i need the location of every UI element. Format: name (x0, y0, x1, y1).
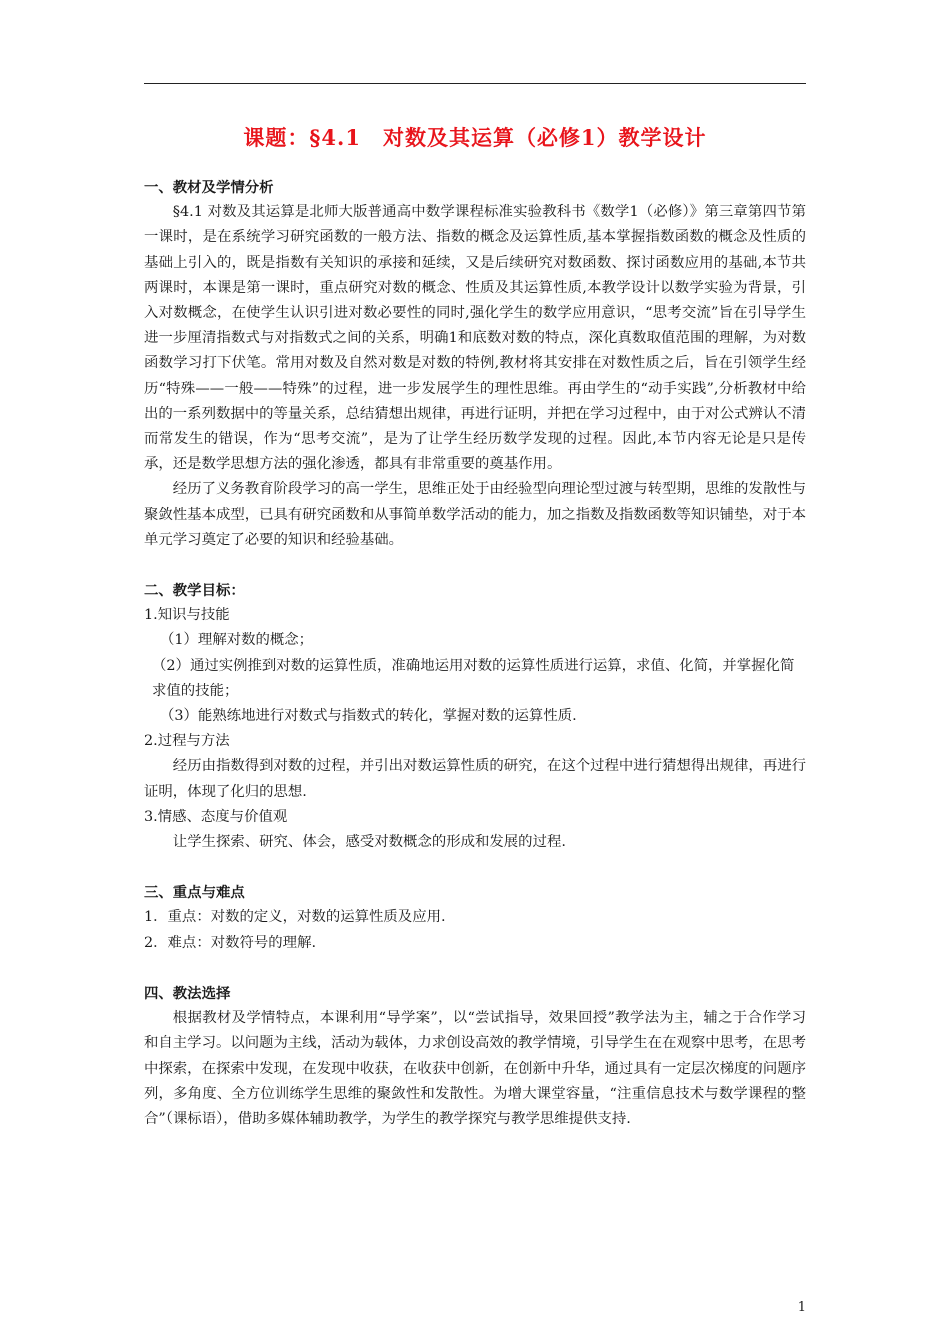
list-item: （3）能熟练地进行对数式与指数式的转化，掌握对数的运算性质. (160, 708, 577, 725)
subheading-knowledge: 1.知识与技能 (144, 607, 230, 624)
list-item-number: （2） (152, 657, 190, 674)
paragraph: 经历由指数得到对数的过程，并引出对数运算性质的研究，在这个过程中进行猜想得出规律，再进行证明，体现了化归的思想. (144, 758, 806, 800)
document-body (144, 175, 806, 1132)
list-item (144, 654, 806, 704)
header-rule (144, 83, 806, 84)
document-title: 课题：§4.1 对数及其运算（必修1）教学设计 (243, 125, 707, 150)
paragraph: 根据教材及学情特点，本课利用“导学案”，以“尝试指导，效果回授”教学法为主，辅之于合作学习和自主学习。以问题为主线，活动为载体，力求创设高效的教学情境，引导学生在在观察中思考，在思考中探索，在探索中发现，在发现中收获，在收获中创新，在创新中升华，通过具有一定层次梯度的问题序列，多角度、全方位训练学生思维的聚敛性和发散性。为增大课堂容量，“注重信息技术与数学课程的整合”（课标语），借助多媒体辅助教学，为学生的教学探究与教学思维提供支持. (144, 1010, 806, 1127)
section-heading-1: 一、教材及学情分析 (144, 179, 274, 196)
paragraph: 经历了义务教育阶段学习的高一学生，思维正处于由经验型向理论型过渡与转型期，思维的发散性与聚敛性基本成型，已具有研究函数和从事简单数学活动的能力，加之指数及指数函数等知识铺垫，对于本单元学习奠定了必要的知识和经验基础。 (144, 481, 806, 548)
section-heading-2: 二、教学目标： (144, 582, 245, 600)
list-item: 2．难点：对数符号的理解. (144, 934, 317, 951)
list-item: （1）理解对数的概念； (160, 632, 314, 649)
paragraph: 让学生探索、研究、体会，感受对数概念的形成和发展的过程. (172, 834, 566, 851)
list-item: 1．重点：对数的定义，对数的运算性质及应用. (144, 909, 446, 926)
list-item-text: 通过实例推到对数的运算性质，准确地运用对数的运算性质进行运算，求值、化简，并掌握化简求值的技能； (152, 657, 795, 699)
section-heading-4: 四、教法选择 (144, 984, 231, 1002)
subheading-process: 2.过程与方法 (144, 733, 230, 750)
section-heading-3: 三、重点与难点 (144, 884, 245, 902)
page-number: 1 (797, 1300, 806, 1315)
subheading-emotion: 3.情感、态度与价值观 (144, 808, 288, 825)
paragraph: §4.1 对数及其运算是北师大版普通高中数学课程标准实验教科书《数学1（必修）》第三章第四节第一课时，是在系统学习研究函数的一般方法、指数的概念及运算性质,基本掌握指数函数的概念及性质的基础上引入的，既是指数有关知识的承接和延续，又是后续研究对数函数、探讨函数应用的基础,本节共两课时，本课是第一课时，重点研究对数的概念、性质及其运算性质,本教学设计以数学实验为背景，引入对数概念，在使学生认识引进对数必要性的同时,强化学生的数学应用意识，“思考交流”旨在引导学生进一步厘清指数式与对指数式之间的关系，明确1和底数对数的特点，深化真数取值范围的理解，为对数函数学习打下伏笔。常用对数及自然对数是对数的特例,教材将其安排在对数性质之后，旨在引领学生经历“特殊——一般——特殊”的过程，进一步发展学生的理性思维。再由学生的“动手实践”,分析教材中给出的一系列数据中的等量关系，总结猜想出规律，再进行证明，并把在学习过程中，由于对公式辨认不清而常发生的错误，作为“思考交流”，是为了让学生经历数学发现的过程。因此,本节内容无论是只是传承，还是数学思想方法的强化渗透，都具有非常重要的奠基作用。 (144, 204, 806, 473)
